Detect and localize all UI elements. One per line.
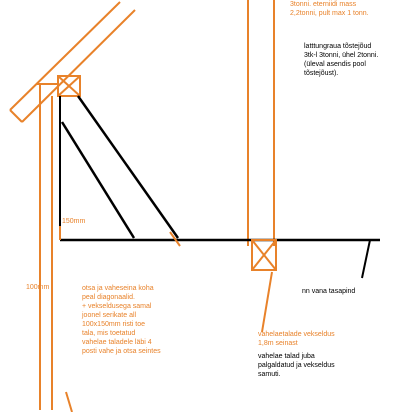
left-wall-post xyxy=(36,84,58,410)
floor-beam-tail xyxy=(362,240,370,278)
beam-seam-label: vahelaetalade vekseldus 1,8m seinast xyxy=(258,331,335,347)
beams-ready-label: vahelae talad juba palgaldatud ja vekseldus samuti. xyxy=(258,353,335,378)
leader-seam xyxy=(262,272,272,332)
old-base-label: nn vana tasapind xyxy=(302,288,356,295)
dimension-100-label: 100mm xyxy=(26,284,50,291)
roof-mass-label: 3tonni. eterniidi mass 2,2tonni, pult max 1 tonn. xyxy=(290,1,369,17)
leader-bottom-left xyxy=(66,392,72,412)
roof-rafter xyxy=(10,2,135,122)
diagonal-brace-1 xyxy=(78,96,178,238)
diagonal-note-label: otsa ja vaheseina koha peal diagonaalid. + vekseldusega samal joonel serikate all 100x150mm risti toe tala, mis toetatud vahelae taladele läbi 4 posti vahe ja otsa seintes xyxy=(82,285,161,355)
beam-seam-box xyxy=(252,240,276,270)
top-beam-box xyxy=(58,76,80,96)
vertical-timber xyxy=(248,0,274,246)
dimension-150-label: 150mm xyxy=(62,218,86,225)
jack-capacity-label: latttungraua tõstejõud 3tk-l 3tonni, ühel 2tonni. (üleval asendis pool tõstejõust). xyxy=(304,43,379,77)
